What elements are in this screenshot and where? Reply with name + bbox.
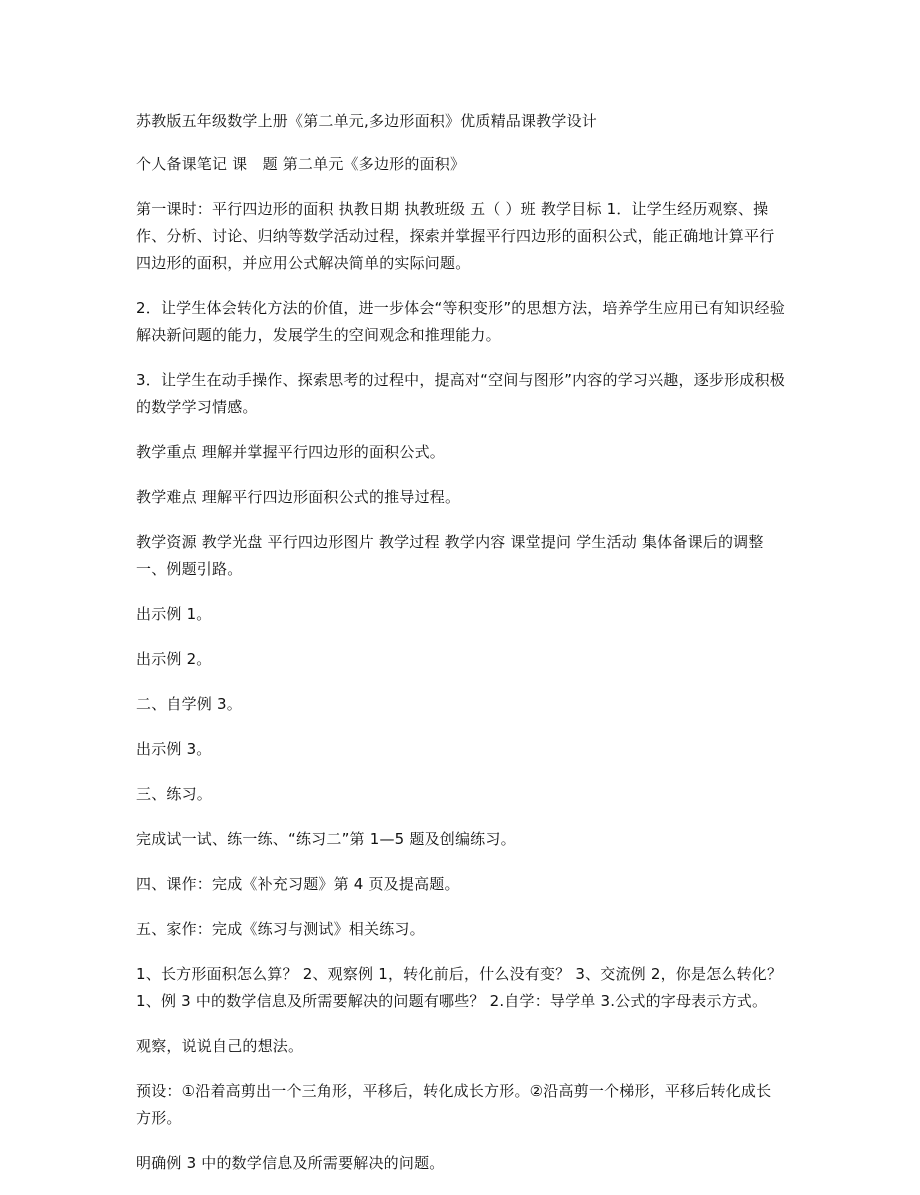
document-title: 苏教版五年级数学上册《第二单元,多边形面积》优质精品课教学设计 bbox=[136, 112, 597, 130]
course-heading: 个人备课笔记 课 题 第二单元《多边形的面积》 bbox=[136, 155, 466, 173]
paragraph-key-point: 教学重点 理解并掌握平行四边形的面积公式。 bbox=[136, 443, 445, 461]
paragraph-objective-3: 3．让学生在动手操作、探索思考的过程中，提高对“空间与图形”内容的学习兴趣，逐步形成积极的数学学习情感。 bbox=[136, 371, 785, 416]
paragraph-practice: 完成试一试、练一练、“练习二”第 1—5 题及创编练习。 bbox=[136, 830, 516, 848]
paragraph-preset: 预设：①沿着高剪出一个三角形，平移后，转化成长方形。②沿高剪一个梯形，平移后转化成长方形。 bbox=[136, 1082, 772, 1127]
paragraph-difficulty: 教学难点 理解平行四边形面积公式的推导过程。 bbox=[136, 488, 461, 506]
paragraph-observe: 观察，说说自己的想法。 bbox=[136, 1037, 304, 1055]
paragraph-clarify: 明确例 3 中的数学信息及所需要解决的问题。 bbox=[136, 1154, 445, 1172]
paragraph-objective-1: 第一课时：平行四边形的面积 执教日期 执教班级 五（ ）班 教学目标 1．让学生经历观察、操作、分析、讨论、归纳等数学活动过程，探索并掌握平行四边形的面积公式，能正确地计算平行四边形的面积，并应用公式解决简单的实际问题。 bbox=[136, 200, 775, 272]
paragraph-example-1: 出示例 1。 bbox=[136, 605, 212, 623]
paragraph-classwork: 四、课作：完成《补充习题》第 4 页及提高题。 bbox=[136, 875, 460, 893]
paragraph-resources: 教学资源 教学光盘 平行四边形图片 教学过程 教学内容 课堂提问 学生活动 集体备课后的调整 一、例题引路。 bbox=[136, 533, 764, 578]
document-body bbox=[136, 108, 786, 1195]
paragraph-practice-heading: 三、练习。 bbox=[136, 785, 213, 803]
paragraph-objective-2: 2．让学生体会转化方法的价值，进一步体会“等积变形”的思想方法，培养学生应用已有知识经验解决新问题的能力，发展学生的空间观念和推理能力。 bbox=[136, 299, 785, 344]
paragraph-self-study: 二、自学例 3。 bbox=[136, 695, 242, 713]
paragraph-example-2: 出示例 2。 bbox=[136, 650, 212, 668]
paragraph-homework: 五、家作：完成《练习与测试》相关练习。 bbox=[136, 920, 425, 938]
paragraph-questions: 1、长方形面积怎么算？ 2、观察例 1，转化前后，什么没有变？ 3、交流例 2，你是怎么转化？ 1、例 3 中的数学信息及所需要解决的问题有哪些？ 2.自学：导学单 3.公式的字母表示方式。 bbox=[136, 965, 783, 1010]
paragraph-example-3: 出示例 3。 bbox=[136, 740, 212, 758]
